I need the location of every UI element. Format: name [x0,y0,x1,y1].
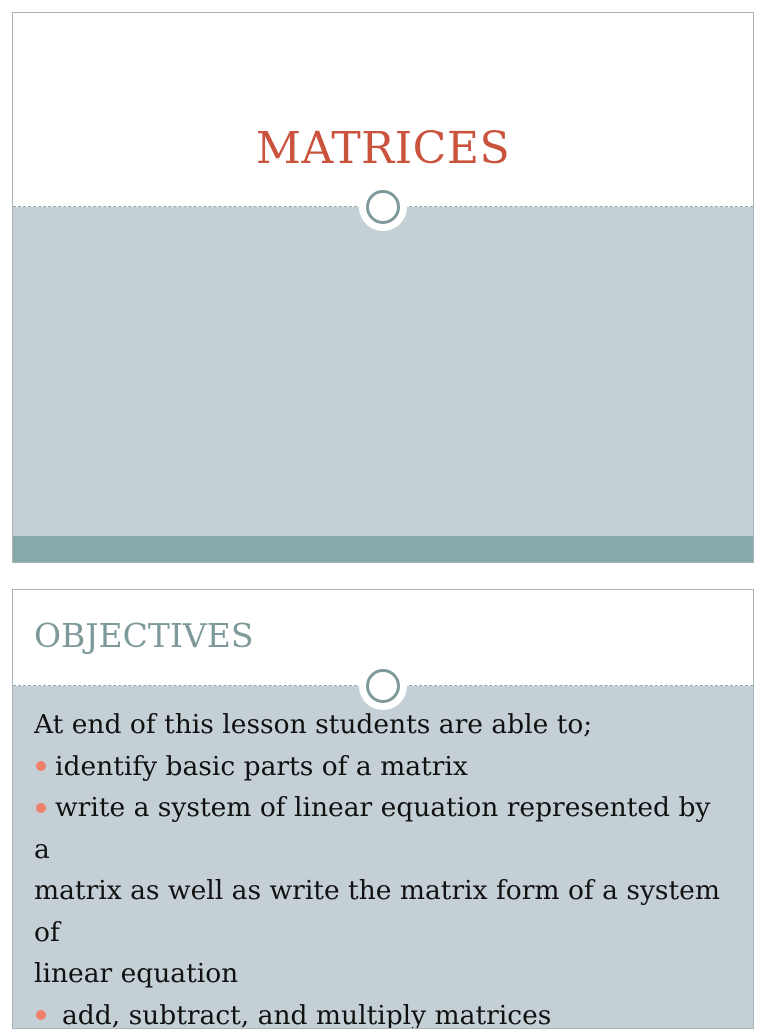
bullet-dot-icon [36,761,46,771]
circle-ring-icon [366,190,400,224]
bullet-item [34,787,724,870]
slide-title [12,12,754,563]
circle-ring-icon [366,669,400,703]
bullet-continuation: matrix as well as write the matrix form of a system of [34,870,724,953]
intro-text: At end of this lesson students are able to; [34,704,724,746]
bullet-text: identify basic parts of a matrix [55,751,468,782]
bullet-text: add, subtract, and multiply matrices [62,1000,551,1029]
bullet-continuation: linear equation [34,953,724,995]
objectives-body [34,704,724,1029]
bullet-item [34,746,724,788]
objectives-heading: OBJECTIVES [34,616,253,655]
bullet-text: write a system of linear equation represented by a [34,792,710,865]
slide-title-text: MATRICES [13,123,753,174]
footer-band [13,536,753,562]
title-band [13,13,753,207]
bullet-dot-icon [36,803,46,813]
circle-ornament-icon [359,183,407,231]
slide-objectives [12,589,754,1029]
circle-ornament-icon [359,662,407,710]
bullet-dot-icon [36,1010,46,1020]
